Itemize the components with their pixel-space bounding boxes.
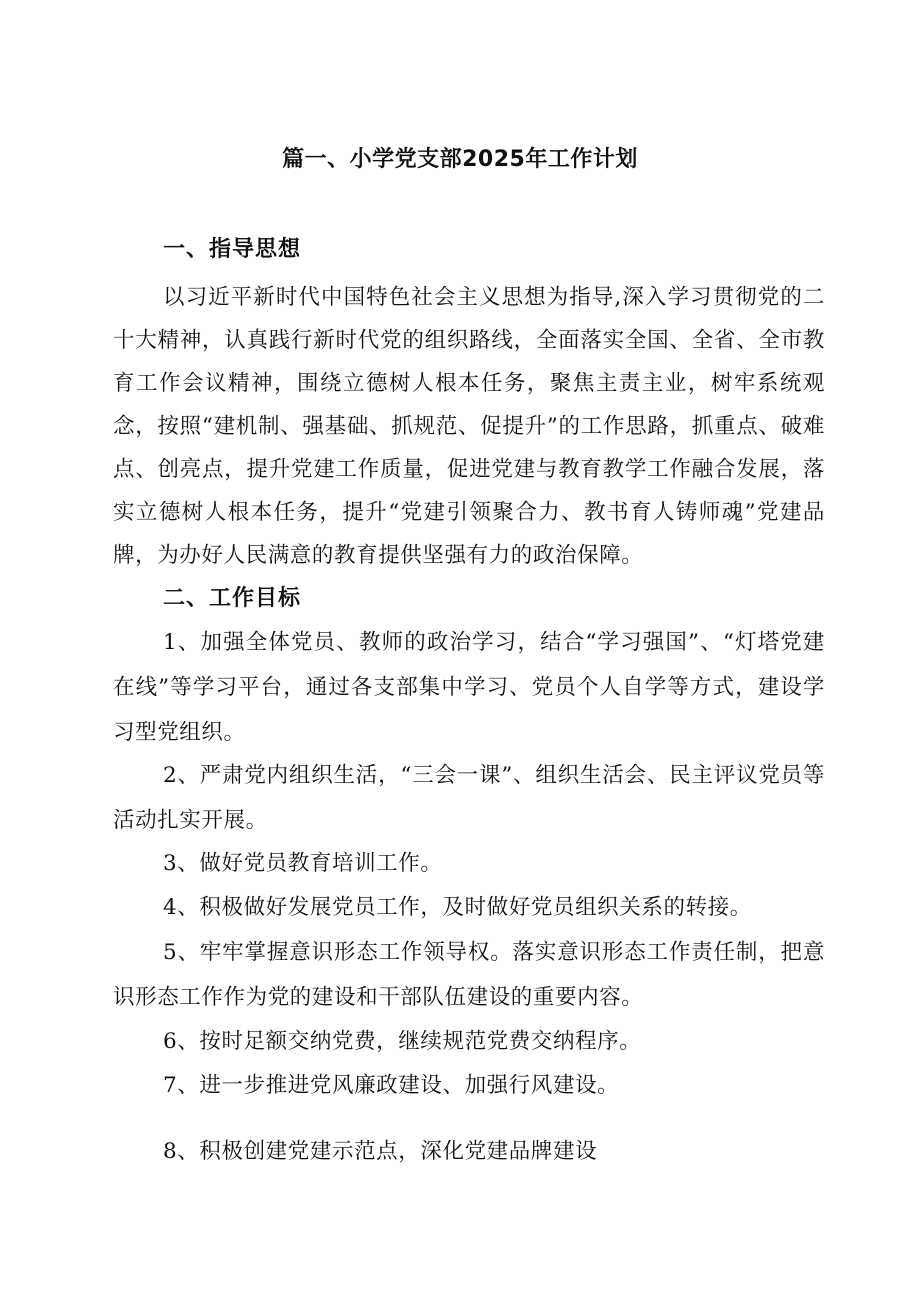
goal-item-5: 5、牢牢掌握意识形态工作领导权。落实意识形态工作责任制，把意识形态工作作为党的建设和干部队伍建设的重要内容。 [113, 940, 825, 1010]
goal-item-1: 1、加强全体党员、教师的政治学习，结合“学习强国”、“灯塔党建在线”等学习平台，通过各支部集中学习、党员个人自学等方式，建设学习型党组织。 [113, 630, 825, 745]
goal-item-6: 6、按时足额交纳党费，继续规范党费交纳程序。 [163, 1029, 642, 1054]
document-title: 篇一、小学党支部2025年工作计划 [282, 147, 638, 172]
goal-item-4: 4、积极做好发展党员工作，及时做好党员组织关系的转接。 [163, 895, 752, 920]
goal-item-7: 7、进一步推进党风廉政建设、加强行风建设。 [163, 1073, 620, 1098]
section-heading-guiding-thought: 一、指导思想 [163, 237, 302, 262]
goal-item-3: 3、做好党员教育培训工作。 [163, 851, 443, 876]
goal-item-8: 8、积极创建党建示范点，深化党建品牌建设 [163, 1139, 598, 1164]
section-heading-work-goals: 二、工作目标 [163, 586, 302, 611]
goal-item-2: 2、严肃党内组织生活，“三会一课”、组织生活会、民主评议党员等活动扎实开展。 [113, 763, 825, 833]
paragraph-guiding-thought: 以习近平新时代中国特色社会主义思想为指导,深入学习贯彻党的二十大精神，认真践行新时代党的组织路线，全面落实全国、全省、全市教育工作会议精神，围绕立德树人根本任务，聚焦主责主业，树牢系统观念，按照“建机制、强基础、抓规范、促提升”的工作思路，抓重点、破难点、创亮点，提升党建工作质量，促进党建与教育教学工作融合发展，落实立德树人根本任务，提升“党建引领聚合力、教书育人铸师魂”党建品牌，为办好人民满意的教育提供坚强有力的政治保障。 [113, 285, 825, 568]
